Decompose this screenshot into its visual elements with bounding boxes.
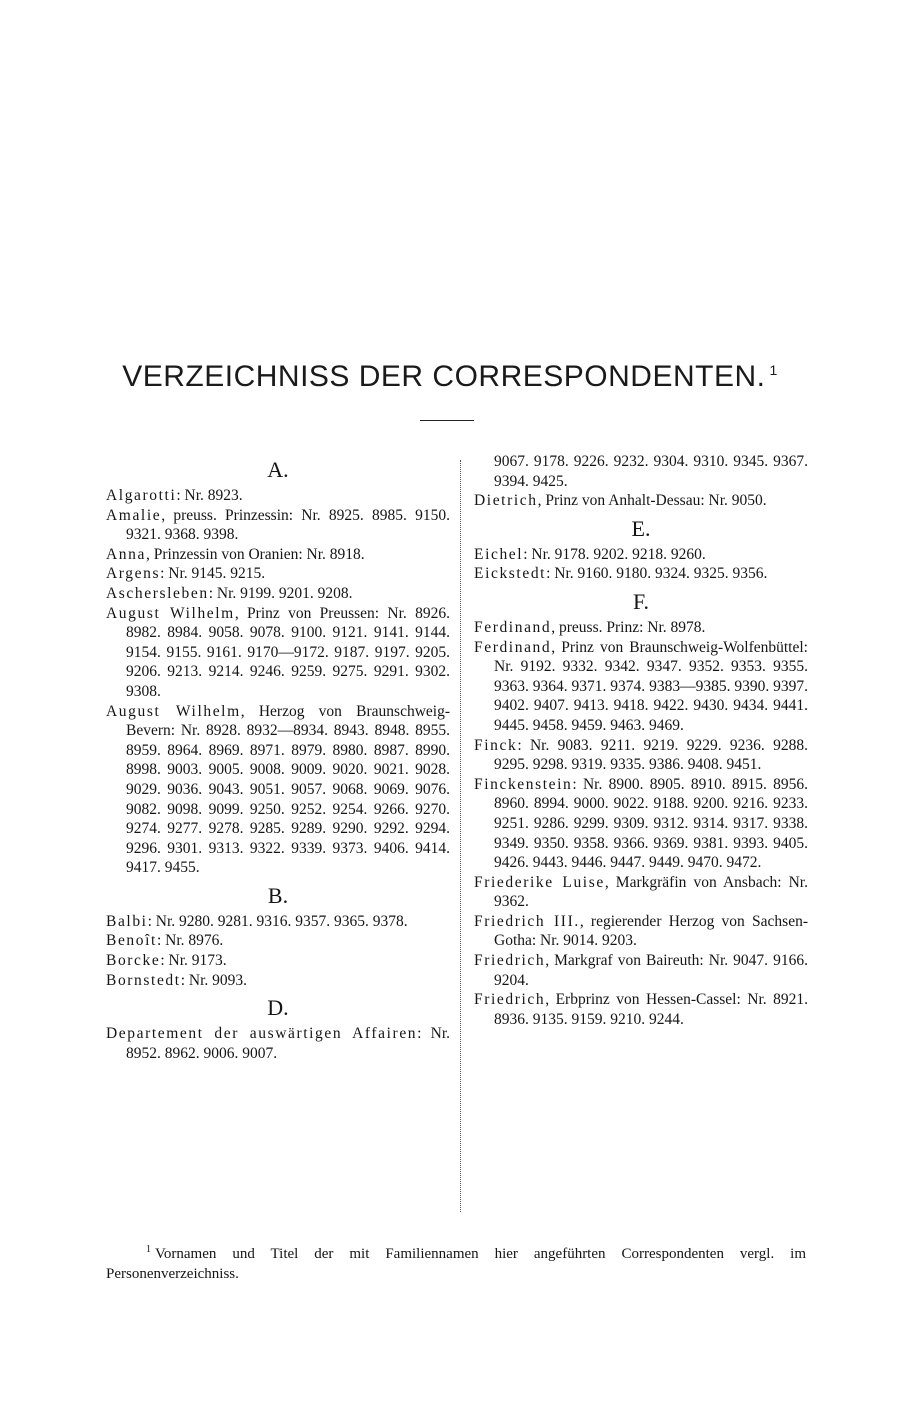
index-entry (474, 736, 808, 775)
correspondent-name: Friedrich (474, 952, 546, 970)
correspondent-name: Finck (474, 736, 518, 754)
entry-references: , Markgräfin von Ansbach: Nr. 9362. (494, 873, 808, 911)
entry-references: , Prinzessin von Oranien: Nr. 8918. (145, 545, 365, 563)
entry-references: : Nr. 9173. (160, 952, 227, 970)
index-entry (106, 604, 450, 702)
index-entry (474, 564, 808, 584)
index-entry (106, 1024, 450, 1063)
index-entry (474, 491, 808, 511)
correspondent-name: Eichel (474, 545, 524, 563)
entry-references: : Nr. 9280. 9281. 9316. 9357. 9365. 9378. (147, 912, 408, 930)
correspondent-name: Friederike Luise (474, 873, 605, 891)
correspondent-name: Bornstedt (106, 971, 181, 989)
index-entry (106, 971, 450, 991)
index-entry (106, 506, 450, 545)
page-title-text: VERZEICHNISS DER CORRESPONDENTEN. (122, 360, 766, 393)
column-divider (460, 460, 461, 1212)
page-title (0, 360, 900, 394)
entry-references: : Nr. 8976. (156, 932, 224, 950)
correspondent-name: Anna (106, 545, 146, 563)
entry-references: : Nr. 9093. (180, 971, 247, 989)
index-entry (106, 931, 450, 951)
correspondent-name: Argens (106, 565, 161, 583)
title-rule (420, 420, 474, 421)
index-entry (106, 564, 450, 584)
index-entry (474, 638, 808, 736)
left-column (106, 452, 450, 1063)
entry-references: , Erbprinz von Hessen-Cassel: Nr. 8921. 8936. 9135. 9159. 9210. 9244. (494, 991, 808, 1028)
entry-references: : Nr. 9199. 9201. 9208. (208, 584, 353, 602)
index-entry (106, 584, 450, 604)
correspondent-name: Friedrich III. (474, 912, 580, 930)
correspondent-name: Ferdinand (474, 638, 552, 656)
index-entry (106, 702, 450, 878)
entry-references: , preuss. Prinzessin: Nr. 8925. 8985. 9150. 9321. 9368. 9398. (126, 506, 450, 544)
index-entry (474, 990, 808, 1029)
index-entry (474, 951, 808, 990)
index-entry (106, 912, 450, 932)
correspondent-name: Balbi (106, 912, 148, 930)
section-letter: E. (631, 515, 651, 541)
correspondent-name: August Wilhelm (106, 604, 235, 622)
correspondent-name: Departement der auswärtigen Affairen (106, 1025, 418, 1043)
correspondent-name: Aschersleben (106, 584, 209, 602)
correspondent-name: Ferdinand (474, 618, 552, 636)
index-entry (106, 545, 450, 565)
section-letter: F. (633, 588, 649, 614)
entry-references: : Nr. 9160. 9180. 9324. 9325. 9356. (546, 565, 768, 583)
section-letter: A. (267, 457, 289, 482)
entry-references: , Prinz von Braunschweig-Wolfenbüttel: Nr. 9192. 9332. 9342. 9347. 9352. 9353. 9355. 9363. 9364. 9371. 9374. 9383—9385. 9390. 9397. 9402. 9407. 9413. 9418. 9422. 9430. 9434. 9441. 9445. 9458. 9459. 9463. 9469. (494, 638, 808, 734)
footnote-text: Vornamen und Titel der mit Familiennamen hier angeführten Correspondenten vergl. im Personenverzeichniss. (106, 1246, 806, 1282)
footnote-mark: 1 (146, 1244, 151, 1255)
section-letter: D. (267, 995, 289, 1021)
section-letter: B. (267, 882, 289, 908)
index-entry (106, 951, 450, 971)
correspondent-name: Dietrich (474, 492, 538, 510)
entry-references: , Prinz von Anhalt-Dessau: Nr. 9050. (537, 492, 767, 510)
index-entry (106, 486, 450, 506)
entry-references: 9067. 9178. 9226. 9232. 9304. 9310. 9345. 9367. 9394. 9425. (494, 453, 808, 490)
correspondent-name: August Wilhelm (106, 702, 241, 720)
index-entry (474, 545, 808, 565)
index-entry (474, 452, 808, 491)
correspondent-name: Algarotti (106, 487, 177, 504)
entry-references: , Markgraf von Baireuth: Nr. 9047. 9166. 9204. (494, 952, 808, 989)
correspondent-name: Borcke (106, 952, 161, 970)
index-entry (474, 775, 808, 873)
entry-references: : Nr. 8900. 8905. 8910. 8915. 8956. 8960. 8994. 9000. 9022. 9188. 9200. 9216. 9233. 9251. 9286. 9299. 9309. 9312. 9314. 9317. 9338. 9349. 9350. 9358. 9366. 9369. 9381. 9393. 9405. 9426. 9443. 9446. 9447. 9449. 9470. 9472. (494, 775, 808, 872)
correspondent-name: Eickstedt (474, 565, 547, 583)
entry-references: , preuss. Prinz: Nr. 8978. (551, 618, 706, 636)
correspondent-name: Friedrich (474, 991, 546, 1009)
correspondent-name: Finckenstein (474, 775, 573, 793)
entry-references: , Prinz von Preussen: Nr. 8926. 8982. 8984. 9058. 9078. 9100. 9121. 9141. 9144. 9154. 9155. 9161. 9170—9172. 9187. 9197. 9205. 9206. 9213. 9214. 9246. 9259. 9275. 9291. 9302. 9308. (126, 604, 450, 700)
entry-references: : Nr. 9083. 9211. 9219. 9229. 9236. 9288. 9295. 9298. 9319. 9335. 9386. 9408. 9451. (494, 736, 808, 774)
correspondent-name: Amalie (106, 506, 162, 524)
right-column (474, 452, 808, 1029)
index-entry (474, 873, 808, 912)
index-entry (474, 912, 808, 951)
entry-references: : Nr. 9145. 9215. (160, 565, 266, 583)
index-entry (474, 618, 808, 638)
entry-references: , regierender Herzog von Sachsen-Gotha: Nr. 9014. 9203. (494, 912, 808, 950)
entry-references: , Herzog von Braunschweig-Bevern: Nr. 8928. 8932—8934. 8943. 8948. 8955. 8959. 8964. 8969. 8971. 8979. 8980. 8987. 8990. 8998. 9003. 9005. 9008. 9009. 9020. 9021. 9028. 9029. 9036. 9043. 9051. 9057. 9068. 9069. 9076. 9082. 9098. 9099. 9250. 9252. 9254. 9266. 9270. 9274. 9277. 9278. 9285. 9289. 9290. 9292. 9294. 9296. 9301. 9313. 9322. 9339. 9373. 9406. 9414. 9417. 9455. (126, 702, 450, 877)
title-footnote-mark: 1 (769, 362, 778, 378)
entry-references: : Nr. 9178. 9202. 9218. 9260. (523, 545, 706, 563)
entry-references: : Nr. 8923. (176, 487, 243, 504)
correspondent-name: Benoît (106, 932, 157, 950)
footnote (106, 1240, 806, 1284)
entry-references: : Nr. 8952. 8962. 9006. 9007. (126, 1025, 450, 1062)
